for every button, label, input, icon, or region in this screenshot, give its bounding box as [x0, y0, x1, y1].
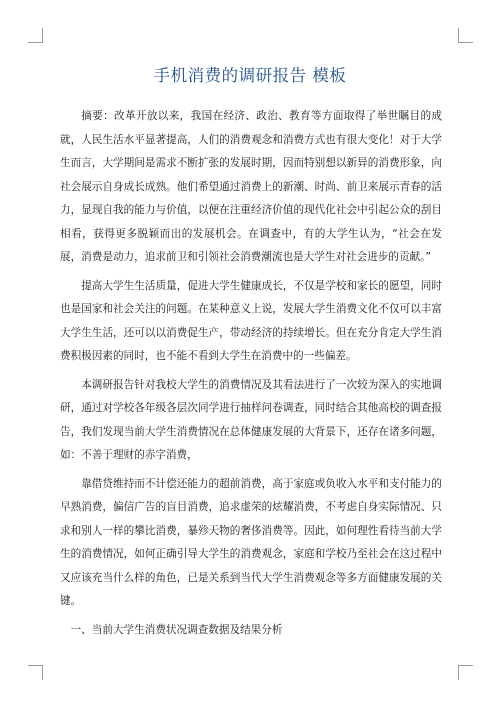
body-paragraph: 靠借贷维持而不计偿还能力的超前消费，高于家庭或负收入水平和支付能力的早熟消费，偏信广告的盲目消费，追求虚荣的炫耀消费，不考虑自身实际情况、只求和别人一样的攀比消费，暴殄天物的奢侈消费等。因此，如何理性看待当前大学生的消费情况，如何正确引导大学生的消费观念，家庭和学校乃至社会在这过程中又应该充当什么样的角色，已是关系到当代大学生消费观念等多方面健康发展的关键。: [60, 477, 442, 607]
page-corner-mark-top-left: [28, 28, 43, 43]
document-body: [60, 105, 442, 647]
section-heading: 一、当前大学生消费状况调查数据及结果分析: [70, 623, 283, 636]
abstract-paragraph: 摘要：改革开放以来，我国在经济、政治、教育等方面取得了举世瞩目的成就，人民生活水平显著提高，人们的消费观念和消费方式也有很大变化！对于大学生而言，大学期间是需求不断扩张的发展时期，因而特别想以新异的消费形象，向社会展示自身成长成熟。他们希望通过消费上的新潮、时尚、前卫来展示青春的活力，显现自我的能力与价值，以便在注重经济价值的现代化社会中引起公众的刮目相看，获得更多脱颖而出的发展机会。在调查中，有的大学生认为，“社会在发展，消费是动力，追求前卫和引领社会消费潮流也是大学生对社会进步的贡献。”: [60, 110, 442, 263]
body-paragraph: 本调研报告针对我校大学生的消费情况及其看法进行了一次较为深入的实地调研，通过对学校各年级各层次同学进行抽样问卷调查，同时结合其他高校的调查报告，我们发现当前大学生消费情况在总体健康发展的大背景下，还存在诸多问题，如：不善于理财的赤字消费，: [60, 378, 442, 461]
body-paragraph: 提高大学生生活质量，促进大学生健康成长，不仅是学校和家长的愿望，同时也是国家和社会关注的问题。在某种意义上说，发展大学生消费文化不仅可以丰富大学生生活，还可以以消费促生产，带动经济的持续增长。但在充分肯定大学生消费积极因素的同时，也不能不看到大学生在消费中的一些偏差。: [60, 279, 442, 362]
document-title: 手机消费的调研报告 模板: [153, 66, 347, 85]
page-corner-mark-top-right: [458, 28, 473, 43]
page-corner-mark-bottom-right: [458, 665, 473, 680]
page-corner-mark-bottom-left: [28, 665, 43, 680]
